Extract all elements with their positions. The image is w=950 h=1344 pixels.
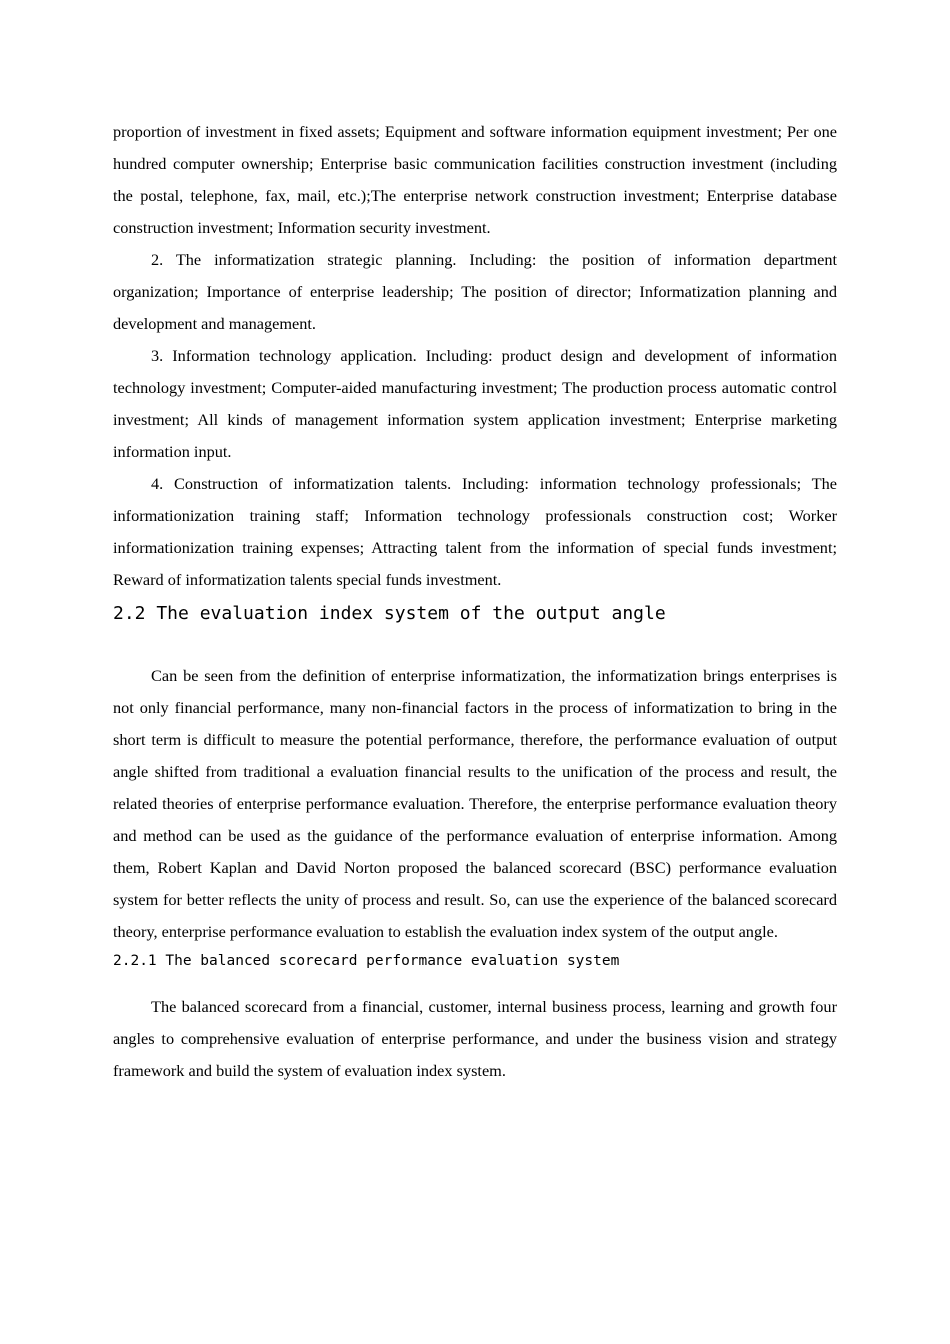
paragraph-output-angle: Can be seen from the definition of enterprise informatization, the informatization brings enterprises is not only financial performance, many non-financial factors in the process of informatization to bring in the short term is difficult to measure the potential performance, therefore, the performance evaluation of output angle shifted from traditional a evaluation financial results to the unification of the process and result, the related theories of enterprise performance evaluation. Therefore, the enterprise performance evaluation theory and method can be used as the guidance of the performance evaluation of enterprise information. Among them, Robert Kaplan and David Norton proposed the balanced scorecard (BSC) performance evaluation system for better reflects the unity of process and result. So, can use the experience of the balanced scorecard theory, enterprise performance evaluation to establish the evaluation index system of the output angle. [113,666,837,941]
paragraph-talents-construction: 4. Construction of informatization talents. Including: information technology professionals; The informationization training staff; Information technology professionals construction cost; Worker informationization training expenses; Attracting talent from the information of special funds investment; Reward of informatization talents special funds investment. [113,474,837,589]
section-heading-2-2: 2.2 The evaluation index system of the output angle [113,603,666,624]
page-content [113,116,837,1087]
paragraph-technology-application: 3. Information technology application. Including: product design and development of information technology investment; Computer-aided manufacturing investment; The production process automatic control investment; All kinds of management information system application investment; Enterprise marketing information input. [113,346,837,461]
paragraph-balanced-scorecard: The balanced scorecard from a financial, customer, internal business process, learning and growth four angles to comprehensive evaluation of enterprise performance, and under the business vision and strategy framework and build the system of evaluation index system. [113,997,837,1080]
subsection-heading-2-2-1: 2.2.1 The balanced scorecard performance evaluation system [113,953,620,969]
section-heading-wrapper [113,601,837,627]
subsection-heading-wrapper [113,950,837,972]
paragraph-strategic-planning: 2. The informatization strategic planning. Including: the position of information department organization; Importance of enterprise leadership; The position of director; Informatization planning and development and management. [113,250,837,333]
paragraph-investment-continued: proportion of investment in fixed assets; Equipment and software information equipment investment; Per one hundred computer ownership; Enterprise basic communication facilities construction investment (including the postal, telephone, fax, mail, etc.);The enterprise network construction investment; Enterprise database construction investment; Information security investment. [113,122,837,237]
